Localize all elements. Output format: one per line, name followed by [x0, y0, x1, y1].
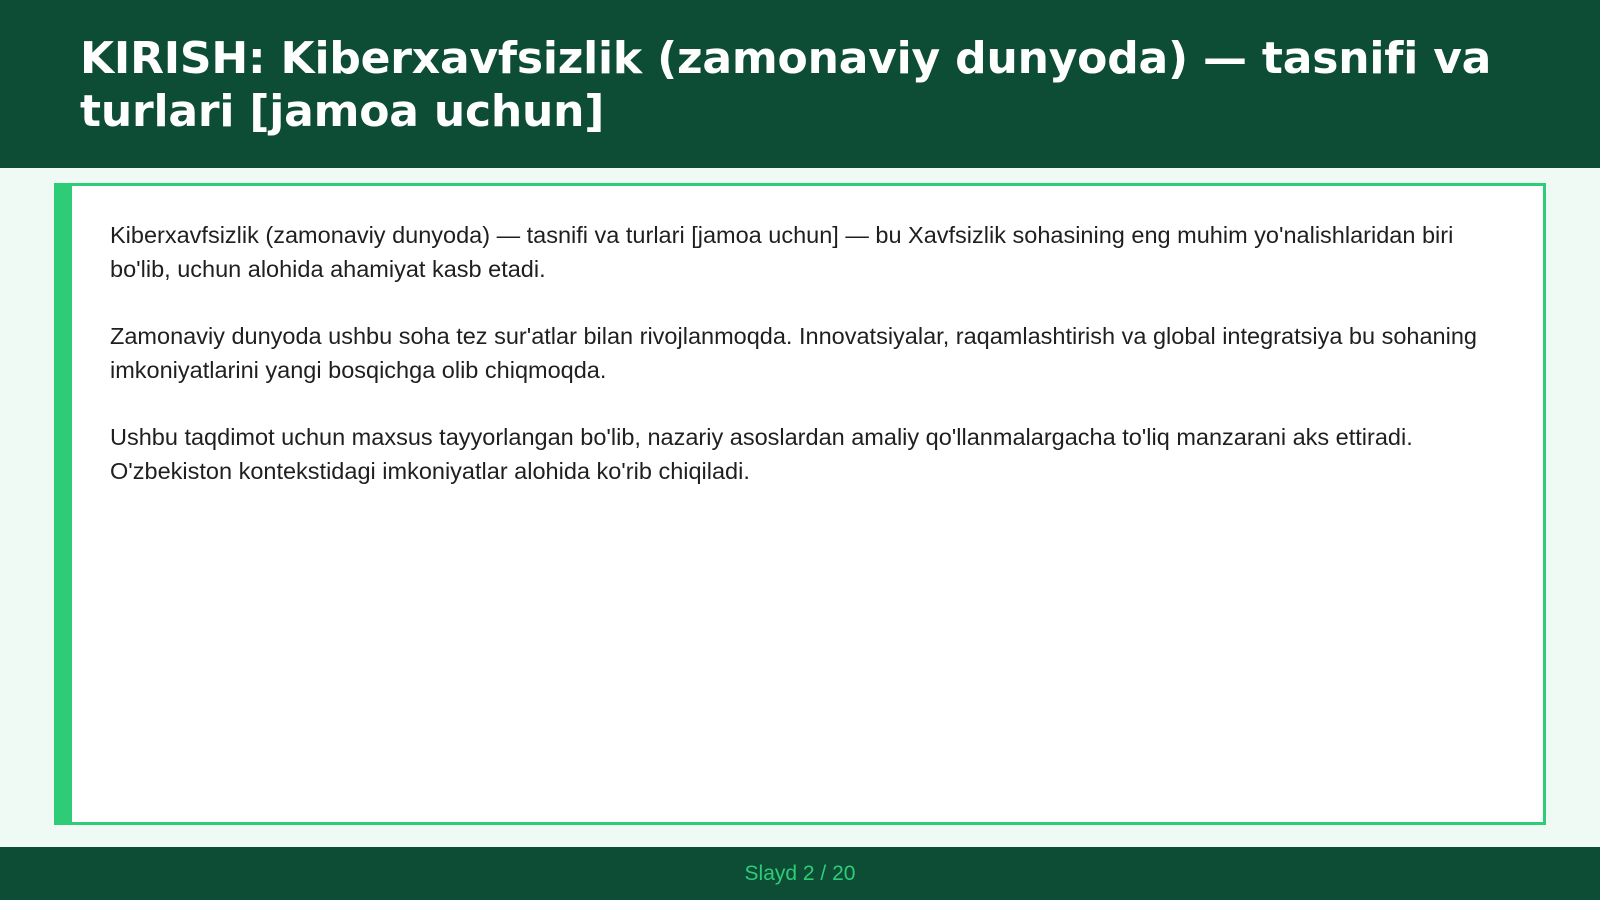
intro-paragraph: Kiberxavfsizlik (zamonaviy dunyoda) — tasnifi va turlari [jamoa uchun] — bu Xavfsizlik sohasining eng muhim yo'nalishlaridan biri bo'lib, uchun alohida ahamiyat kasb etadi. — [110, 222, 1454, 282]
slide-number: Slayd 2 / 20 — [744, 862, 856, 885]
slide-title: KIRISH: Kiberxavfsizlik (zamonaviy dunyoda) — tasnifi va turlari [jamoa uchun] — [80, 33, 1492, 137]
presentation-purpose-paragraph: Ushbu taqdimot uchun maxsus tayyorlangan bo'lib, nazariy asoslardan amaliy qo'llanmalargacha to'liq manzarani aks ettiradi. O'zbekiston kontekstidagi imkoniyatlar alohida ko'rib chiqiladi. — [110, 424, 1413, 484]
slide-footer — [0, 847, 1600, 900]
slide-header — [0, 0, 1600, 168]
modern-world-paragraph: Zamonaviy dunyoda ushbu soha tez sur'atlar bilan rivojlanmoqda. Innovatsiyalar, raqamlashtirish va global integratsiya bu sohaning imkoniyatlarini yangi bosqichga olib chiqmoqda. — [110, 323, 1477, 383]
content-card — [54, 183, 1546, 825]
